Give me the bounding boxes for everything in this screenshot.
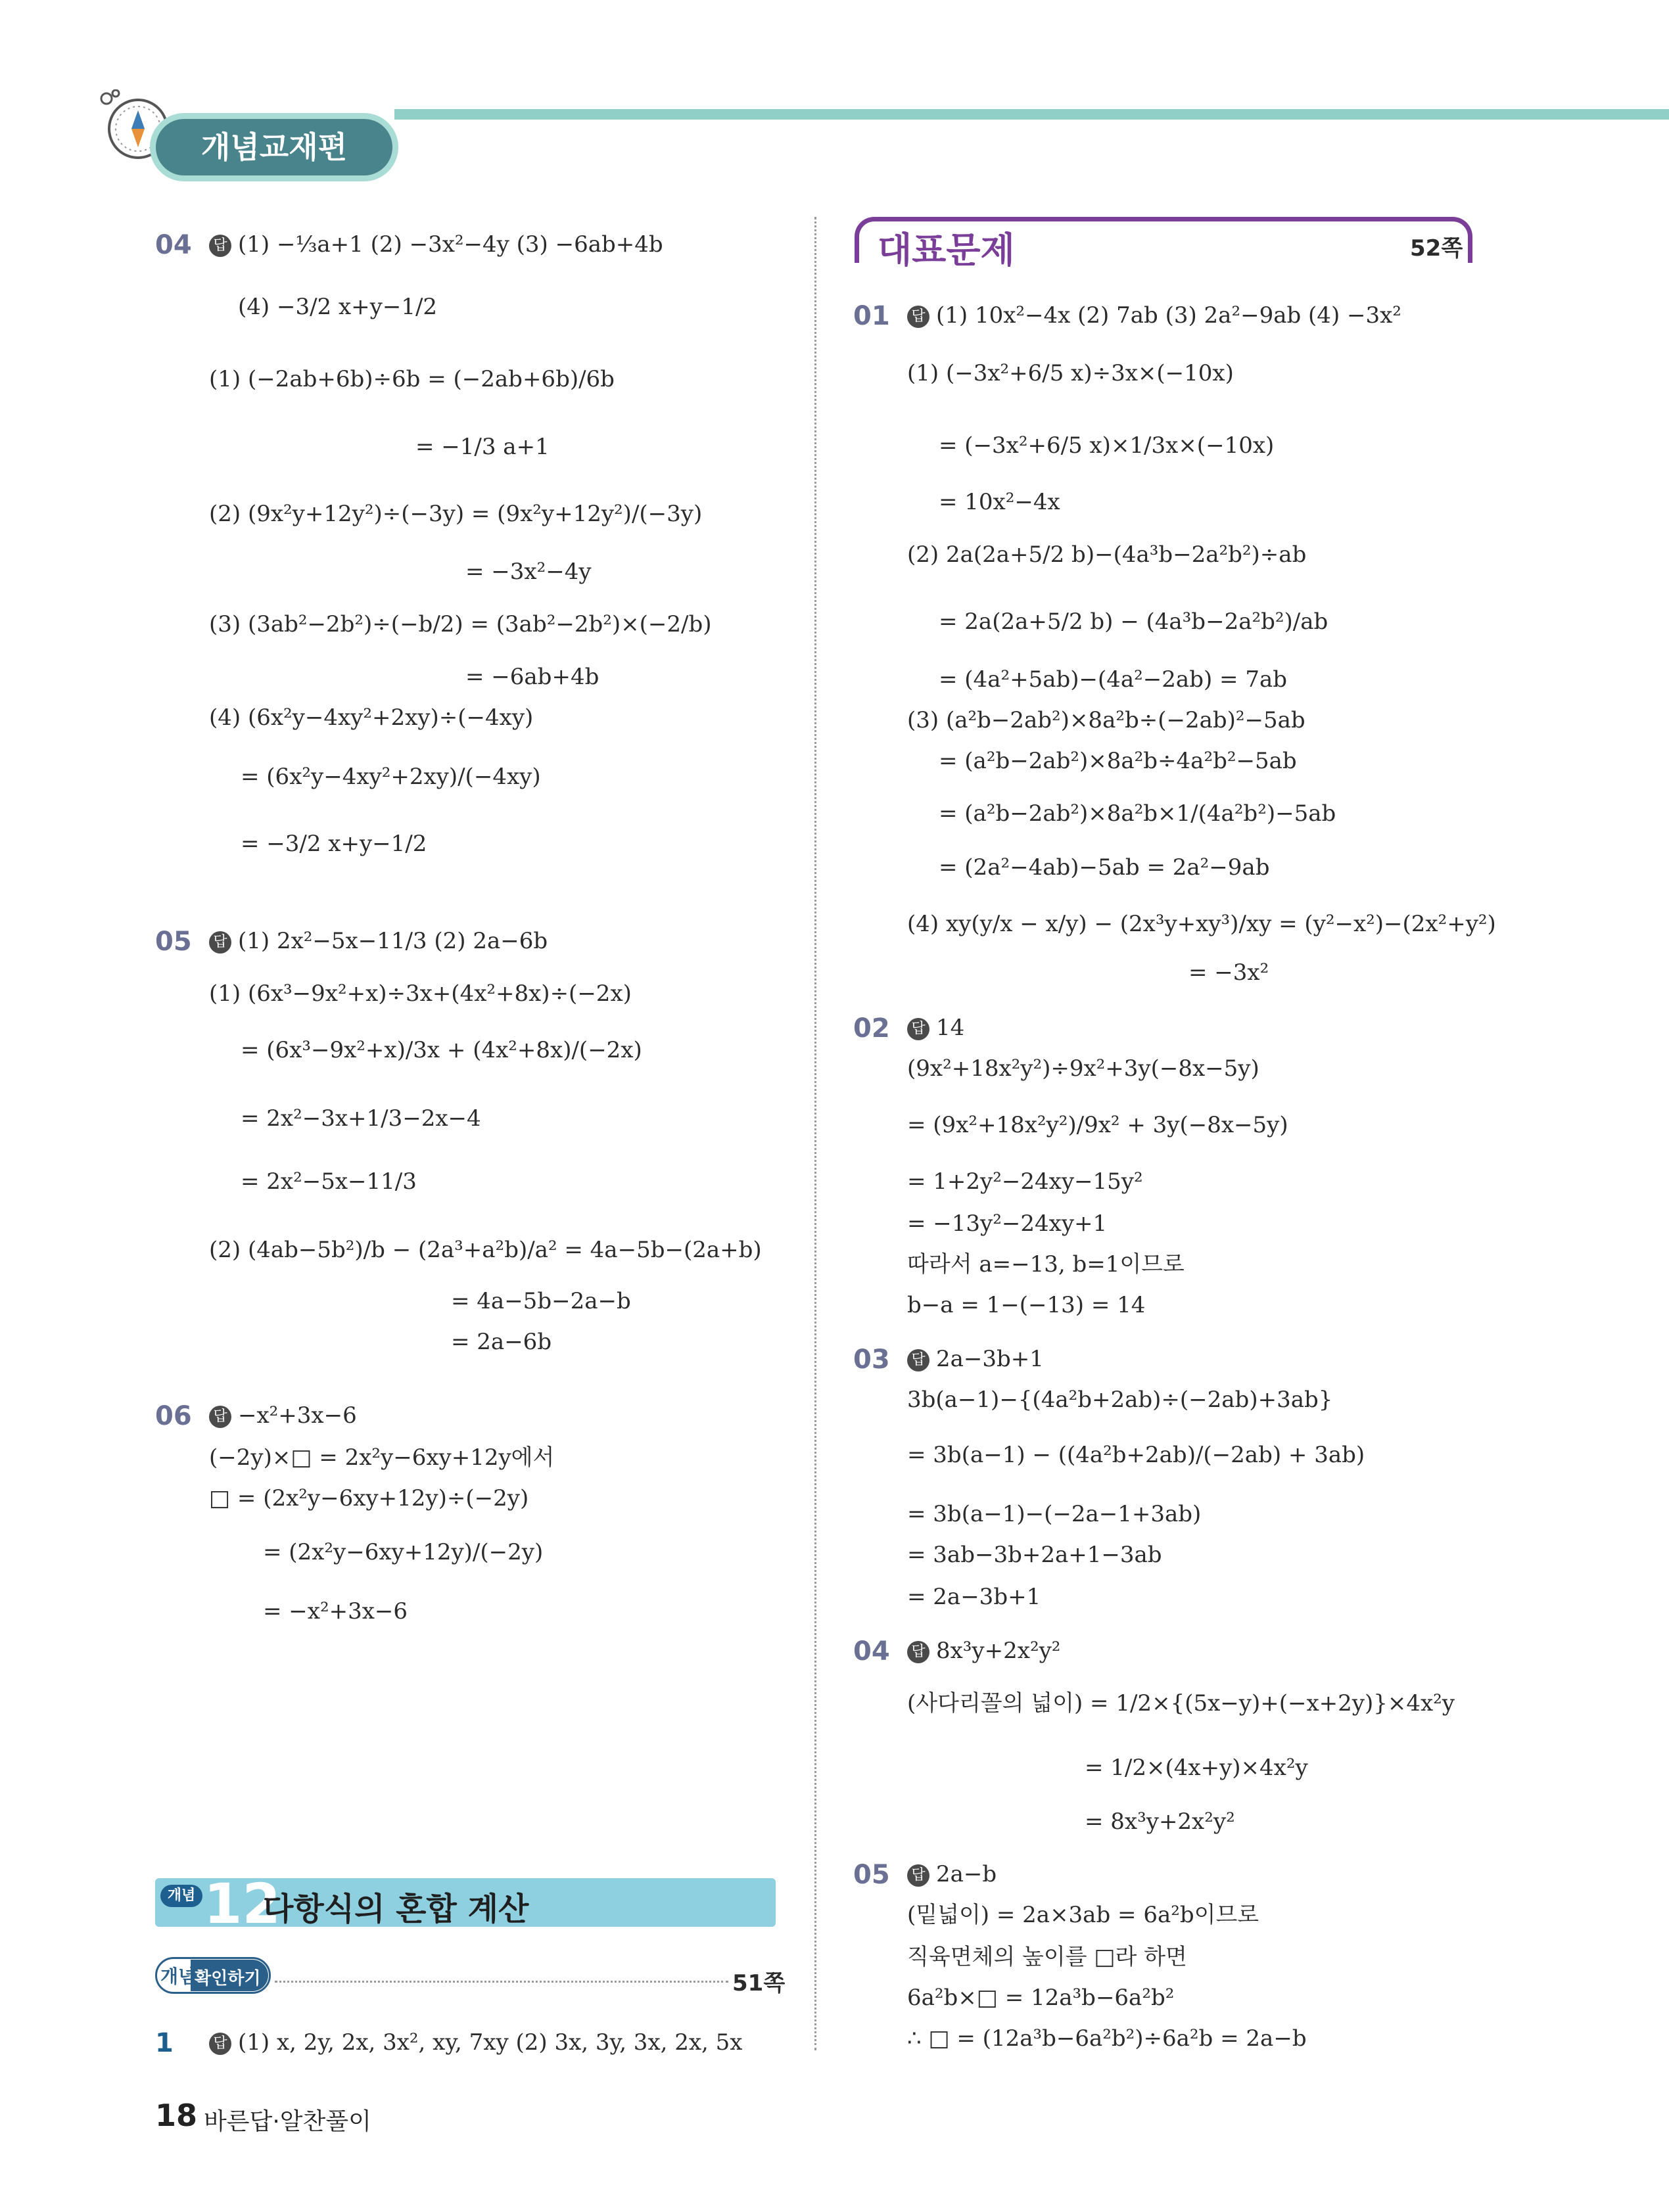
answer-badge: 답 <box>907 1641 929 1663</box>
concept-number: 12 <box>204 1872 281 1936</box>
dotted-leader <box>275 1981 728 1983</box>
column-divider <box>814 217 816 2050</box>
solution-line: = −13y²−24xy+1 <box>907 1210 1108 1237</box>
solution-line: = (2a²−4ab)−5ab = 2a²−9ab <box>939 854 1270 881</box>
solution-line: = 3b(a−1) − ((4a²b+2ab)/(−2ab) + 3ab) <box>907 1442 1365 1468</box>
problem-number: 05 <box>853 1860 890 1890</box>
problem-number: 05 <box>155 927 192 957</box>
solution-line: = 2a(2a+5/2 b) − (4a³b−2a²b²)/ab <box>939 609 1328 635</box>
solution-line: = −3/2 x+y−1/2 <box>241 831 427 857</box>
solution-line: = (a²b−2ab²)×8a²b÷4a²b²−5ab <box>939 748 1297 774</box>
answer-line: 답 14 <box>907 1013 964 1042</box>
answer-badge: 답 <box>209 1406 231 1428</box>
solution-line: (밑넓이) = 2a×3ab = 6a²b이므로 <box>907 1902 1259 1928</box>
problem-number: 06 <box>155 1401 192 1431</box>
answer-line: 답 (1) x, 2y, 2x, 3x², xy, 7xy (2) 3x, 3y, 3x, 2x, 5x <box>209 2028 742 2057</box>
solution-line: = (6x²y−4xy²+2xy)/(−4xy) <box>241 764 541 790</box>
problem-number: 03 <box>853 1345 890 1375</box>
solution-line: = 10x²−4x <box>939 489 1060 515</box>
solution-line: = (2x²y−6xy+12y)/(−2y) <box>263 1539 544 1565</box>
solution-line: b−a = 1−(−13) = 14 <box>907 1292 1146 1318</box>
solution-line: = 3b(a−1)−(−2a−1+3ab) <box>907 1501 1202 1527</box>
solution-line: 6a²b×□ = 12a³b−6a²b² <box>907 1985 1175 2011</box>
solution-line: = 2a−6b <box>451 1329 552 1355</box>
answer-line: 답 2a−3b+1 <box>907 1345 1044 1373</box>
solution-line: (1) (−3x²+6/5 x)÷3x×(−10x) <box>907 360 1234 386</box>
solution-line: (2) (4ab−5b²)/b − (2a³+a²b)/a² = 4a−5b−(2a+b) <box>209 1237 762 1263</box>
problem-number: 1 <box>155 2028 174 2058</box>
solution-line: 직육면체의 높이를 □라 하면 <box>907 1944 1187 1970</box>
answer-badge: 답 <box>209 2033 231 2055</box>
solution-line: ∴ □ = (12a³b−6a²b²)÷6a²b = 2a−b <box>907 2025 1307 2052</box>
answer-badge: 답 <box>907 1349 929 1371</box>
answer-badge: 답 <box>907 1018 929 1040</box>
concept-title: 다항식의 혼합 계산 <box>263 1891 529 1927</box>
answer-line: 답 (1) 10x²−4x (2) 7ab (3) 2a²−9ab (4) −3x² <box>907 301 1401 330</box>
solution-line: = (a²b−2ab²)×8a²b×1/(4a²b²)−5ab <box>939 800 1336 827</box>
solution-line: (−2y)×□ = 2x²y−6xy+12y에서 <box>209 1444 555 1471</box>
answer-badge: 답 <box>907 1864 929 1887</box>
problem-number: 02 <box>853 1013 890 1044</box>
solution-line: = 2x²−5x−11/3 <box>241 1168 417 1195</box>
rep-problems-page: 52쪽 <box>1410 235 1463 262</box>
solution-line: = (−3x²+6/5 x)×1/3x×(−10x) <box>939 432 1275 459</box>
solution-line: 3b(a−1)−{(4a²b+2ab)÷(−2ab)+3ab} <box>907 1387 1333 1413</box>
concept-check-page: 51쪽 <box>732 1970 786 1996</box>
solution-line: = (4a²+5ab)−(4a²−2ab) = 7ab <box>939 666 1287 693</box>
problem-number: 04 <box>155 230 192 260</box>
solution-line: = −6ab+4b <box>465 664 599 690</box>
answer-line: 답 (1) −⅓a+1 (2) −3x²−4y (3) −6ab+4b <box>209 230 663 259</box>
solution-line: (4) −3/2 x+y−1/2 <box>238 294 438 320</box>
solution-line: = 1+2y²−24xy−15y² <box>907 1168 1143 1195</box>
rep-problems-title: 대표문제 <box>878 229 1015 271</box>
solution-line: (4) xy(y/x − x/y) − (2x³y+xy³)/xy = (y²−x²)−(2x²+y²) <box>907 911 1496 937</box>
solution-line: = 1/2×(4x+y)×4x²y <box>1085 1755 1308 1781</box>
solution-line: (9x²+18x²y²)÷9x²+3y(−8x−5y) <box>907 1055 1259 1082</box>
solution-line: (1) (6x³−9x²+x)÷3x+(4x²+8x)÷(−2x) <box>209 980 632 1007</box>
concept-tag: 개념 <box>160 1885 202 1907</box>
footer-text: 바른답·알찬풀이 <box>204 2108 371 2135</box>
solution-line: = 3ab−3b+2a+1−3ab <box>907 1542 1162 1568</box>
problem-number: 01 <box>853 301 890 331</box>
solution-line: (1) (−2ab+6b)÷6b = (−2ab+6b)/6b <box>209 366 615 392</box>
answer-line: 답 −x²+3x−6 <box>209 1401 357 1430</box>
concept-check-sublabel: 확인하기 <box>195 1969 261 1989</box>
solution-line: = 8x³y+2x²y² <box>1085 1809 1235 1835</box>
answer-badge: 답 <box>209 931 231 954</box>
page-number: 18 <box>155 2098 198 2133</box>
solution-line: 따라서 a=−13, b=1이므로 <box>907 1251 1185 1278</box>
answer-line: 답 (1) 2x²−5x−11/3 (2) 2a−6b <box>209 927 548 956</box>
answer-badge: 답 <box>907 306 929 328</box>
solution-line: (2) 2a(2a+5/2 b)−(4a³b−2a²b²)÷ab <box>907 541 1307 568</box>
solution-line: (사다리꼴의 넓이) = 1/2×{(5x−y)+(−x+2y)}×4x²y <box>907 1690 1455 1717</box>
header-bar <box>394 109 1669 120</box>
solution-line: □ = (2x²y−6xy+12y)÷(−2y) <box>209 1485 529 1511</box>
solution-line: = −x²+3x−6 <box>263 1598 408 1624</box>
solution-line: (3) (3ab²−2b²)÷(−b/2) = (3ab²−2b²)×(−2/b) <box>209 611 712 637</box>
solution-line: = −1/3 a+1 <box>415 434 550 460</box>
answer-line: 답 2a−b <box>907 1860 997 1889</box>
solution-line: (3) (a²b−2ab²)×8a²b÷(−2ab)²−5ab <box>907 707 1305 733</box>
header-title: 개념교재편 <box>200 129 348 165</box>
solution-line: (4) (6x²y−4xy²+2xy)÷(−4xy) <box>209 704 534 731</box>
answer-line: 답 8x³y+2x²y² <box>907 1636 1060 1665</box>
solution-line: = 2x²−3x+1/3−2x−4 <box>241 1105 481 1132</box>
solution-line: (2) (9x²y+12y²)÷(−3y) = (9x²y+12y²)/(−3y) <box>209 501 703 527</box>
problem-number: 04 <box>853 1636 890 1667</box>
solution-line: = (6x³−9x²+x)/3x + (4x²+8x)/(−2x) <box>241 1037 642 1063</box>
solution-line: = −3x² <box>1188 959 1269 986</box>
solution-line: = 2a−3b+1 <box>907 1584 1041 1610</box>
concept-check-label: 개념 <box>160 1966 197 1987</box>
solution-line: = 4a−5b−2a−b <box>451 1288 631 1314</box>
solution-line: = (9x²+18x²y²)/9x² + 3y(−8x−5y) <box>907 1112 1288 1138</box>
solution-line: = −3x²−4y <box>465 559 592 585</box>
answer-badge: 답 <box>209 235 231 257</box>
